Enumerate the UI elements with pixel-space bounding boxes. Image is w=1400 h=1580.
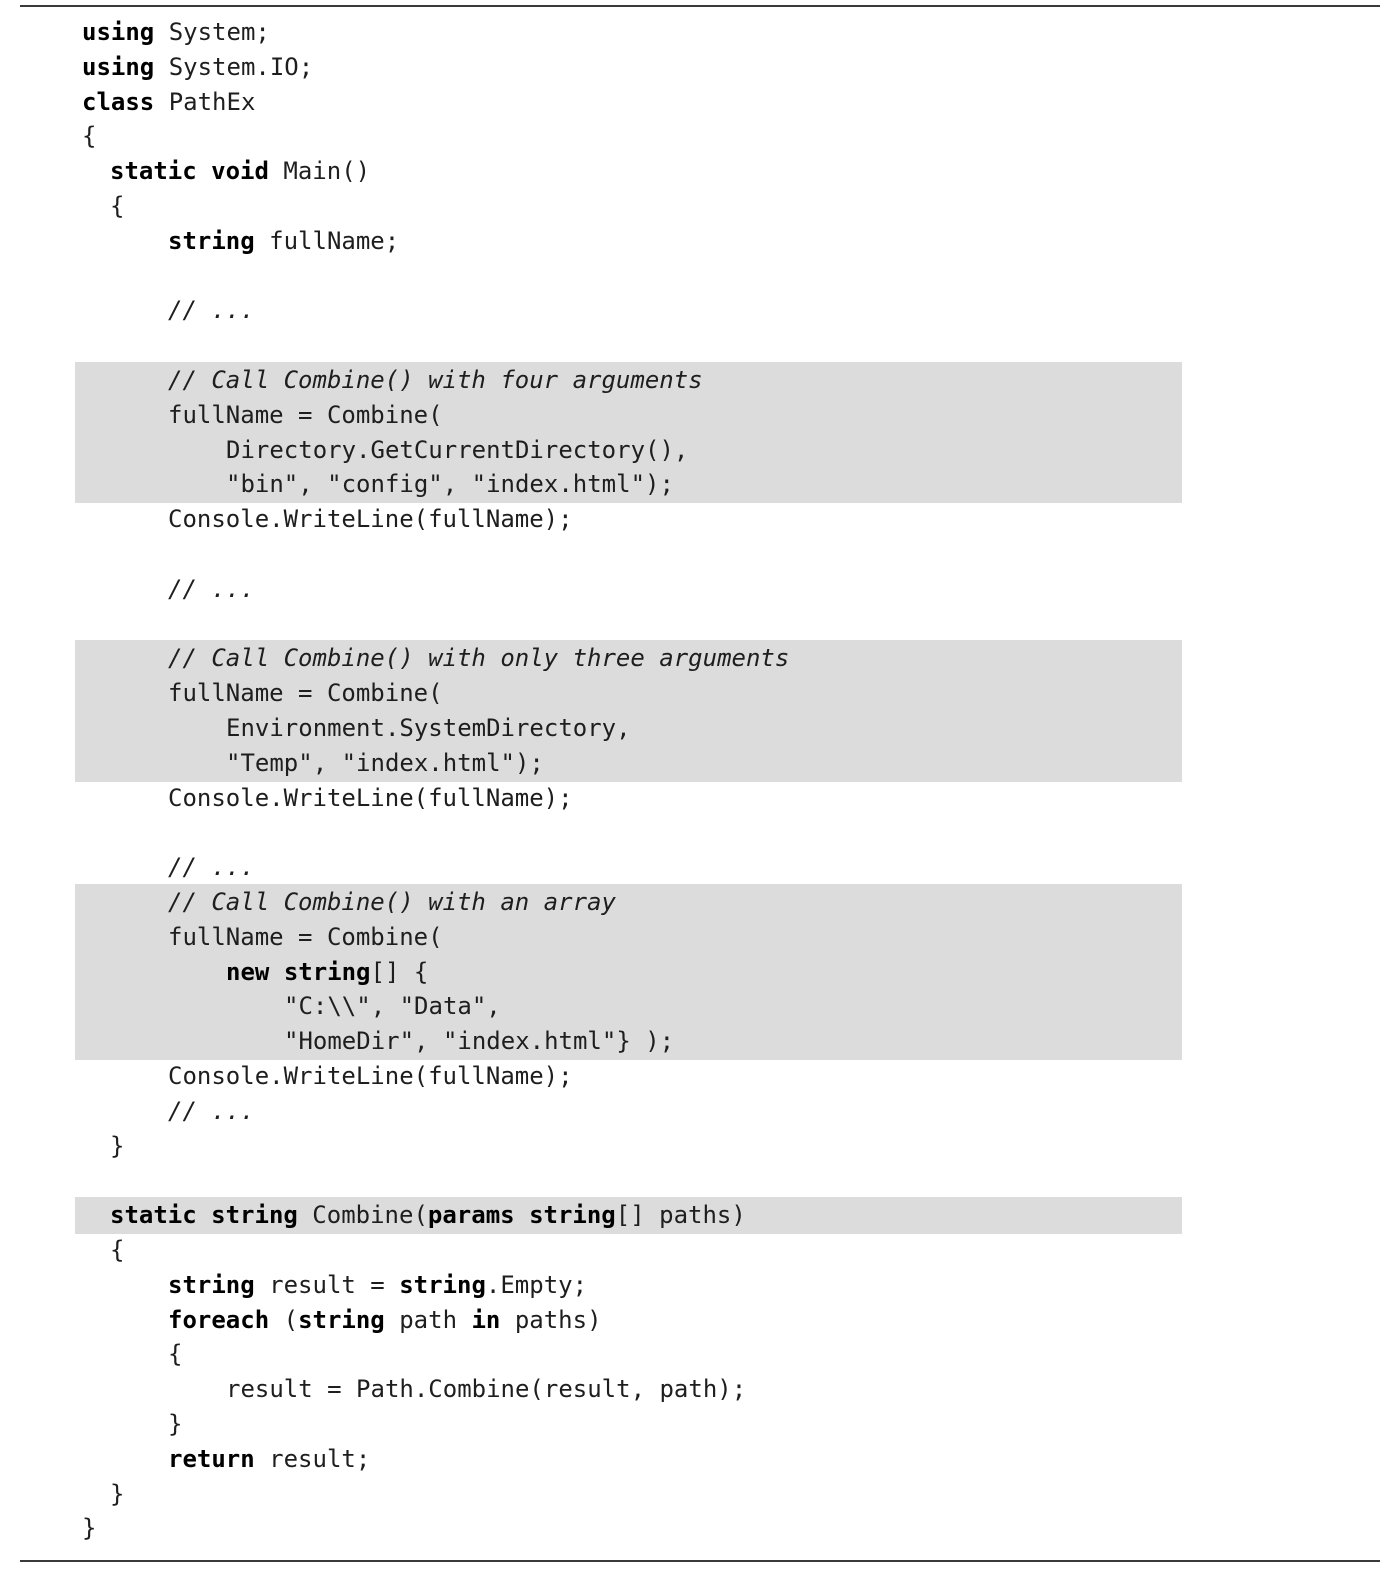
code-line — [168, 293, 255, 328]
code-line — [226, 711, 631, 746]
code-line — [168, 1303, 602, 1338]
code-text: Console.WriteLine(fullName); — [168, 1062, 573, 1090]
code-text: Combine( — [297, 1201, 428, 1230]
code-text: fullName = Combine( — [168, 922, 443, 951]
code-text — [515, 1201, 529, 1229]
code-comment: // Call Combine() with only three arguments — [168, 644, 790, 673]
code-keyword: string — [168, 1270, 255, 1299]
code-line — [168, 781, 573, 816]
code-line — [168, 1094, 255, 1129]
code-line — [168, 641, 789, 676]
code-line — [226, 1372, 746, 1407]
code-text — [197, 1201, 211, 1229]
code-text: [] paths) — [615, 1201, 746, 1230]
code-line — [82, 15, 270, 50]
code-line — [110, 189, 124, 224]
code-text: paths) — [500, 1305, 602, 1334]
code-text: fullName = Combine( — [168, 400, 443, 429]
code-text: fullName = Combine( — [168, 679, 443, 708]
code-text: path — [384, 1305, 472, 1334]
code-keyword: class — [82, 87, 155, 116]
code-line — [168, 363, 703, 398]
code-comment: // Call Combine() with an array — [168, 888, 616, 916]
code-keyword: string — [168, 226, 255, 255]
code-comment: // Call Combine() with four arguments — [168, 366, 703, 394]
code-comment: // ... — [168, 1096, 255, 1125]
code-line — [82, 1511, 96, 1546]
code-text: Environment.SystemDirectory, — [226, 714, 631, 742]
code-text: { — [110, 1236, 125, 1264]
code-line — [168, 1337, 182, 1372]
code-keyword: string — [283, 957, 371, 986]
code-keyword: using — [82, 18, 155, 46]
code-keyword: string — [211, 1201, 298, 1230]
code-text: } — [110, 1131, 125, 1160]
code-line — [226, 433, 688, 468]
code-line — [226, 467, 674, 502]
code-text: Console.WriteLine(fullName); — [168, 783, 573, 812]
code-line — [226, 746, 544, 781]
code-keyword: static — [110, 157, 197, 186]
code-keyword: return — [168, 1444, 255, 1473]
code-keyword: string — [298, 1305, 385, 1334]
code-text: } — [168, 1410, 183, 1438]
code-text: { — [82, 122, 97, 151]
code-line — [110, 1477, 124, 1512]
code-text: result; — [254, 1444, 371, 1473]
code-keyword: static — [110, 1201, 197, 1230]
code-text: { — [110, 192, 125, 220]
code-text: "Temp", "index.html"); — [226, 748, 544, 777]
code-text: "bin", "config", "index.html"); — [226, 470, 674, 499]
code-comment: // ... — [168, 574, 255, 603]
code-text — [197, 157, 211, 185]
code-text: System.IO; — [154, 52, 314, 81]
code-text: "HomeDir", "index.html"} ); — [284, 1027, 675, 1056]
code-line — [168, 224, 399, 259]
code-text: } — [110, 1479, 125, 1508]
code-text: ( — [269, 1305, 299, 1334]
code-comment: // ... — [168, 296, 255, 325]
code-line — [168, 1407, 182, 1442]
code-keyword: void — [211, 157, 269, 186]
code-text: System; — [154, 18, 270, 46]
code-keyword: string — [399, 1270, 486, 1299]
code-text — [269, 958, 283, 986]
code-text: Console.WriteLine(fullName); — [168, 505, 573, 534]
code-text: Directory.GetCurrentDirectory(), — [226, 435, 689, 464]
code-line — [82, 85, 255, 120]
code-text: PathEx — [154, 87, 256, 116]
bottom-rule — [20, 1560, 1380, 1562]
code-line — [168, 885, 616, 920]
code-line — [168, 850, 255, 885]
code-keyword: params — [427, 1201, 515, 1230]
code-line — [284, 1024, 674, 1059]
code-keyword: string — [529, 1201, 616, 1230]
code-line — [82, 50, 313, 85]
code-text: [] { — [370, 957, 429, 986]
code-line — [168, 572, 255, 607]
code-line — [110, 154, 370, 189]
code-line — [168, 502, 573, 537]
code-text: result = Path.Combine(result, path); — [226, 1375, 747, 1404]
code-text: "C:\\", "Data", — [284, 992, 501, 1021]
code-line — [226, 955, 428, 990]
code-line — [168, 1442, 370, 1477]
code-line — [110, 1233, 124, 1268]
code-text: Main() — [268, 157, 371, 186]
code-text: fullName; — [254, 226, 400, 255]
code-line — [168, 1059, 573, 1094]
code-text: { — [168, 1340, 183, 1369]
code-text: result = — [254, 1270, 400, 1299]
code-text: } — [82, 1514, 97, 1543]
code-line — [168, 1268, 587, 1303]
code-line — [168, 920, 443, 955]
code-keyword: foreach — [168, 1305, 270, 1334]
code-line — [82, 119, 96, 154]
code-comment: // ... — [168, 853, 255, 882]
code-line — [168, 676, 443, 711]
code-keyword: new — [226, 957, 270, 986]
code-line — [284, 989, 501, 1024]
code-text: .Empty; — [485, 1270, 588, 1299]
code-keyword: using — [82, 52, 155, 81]
code-line — [168, 398, 443, 433]
code-line — [110, 1198, 746, 1233]
code-keyword: in — [471, 1305, 501, 1334]
code-line — [110, 1129, 124, 1164]
